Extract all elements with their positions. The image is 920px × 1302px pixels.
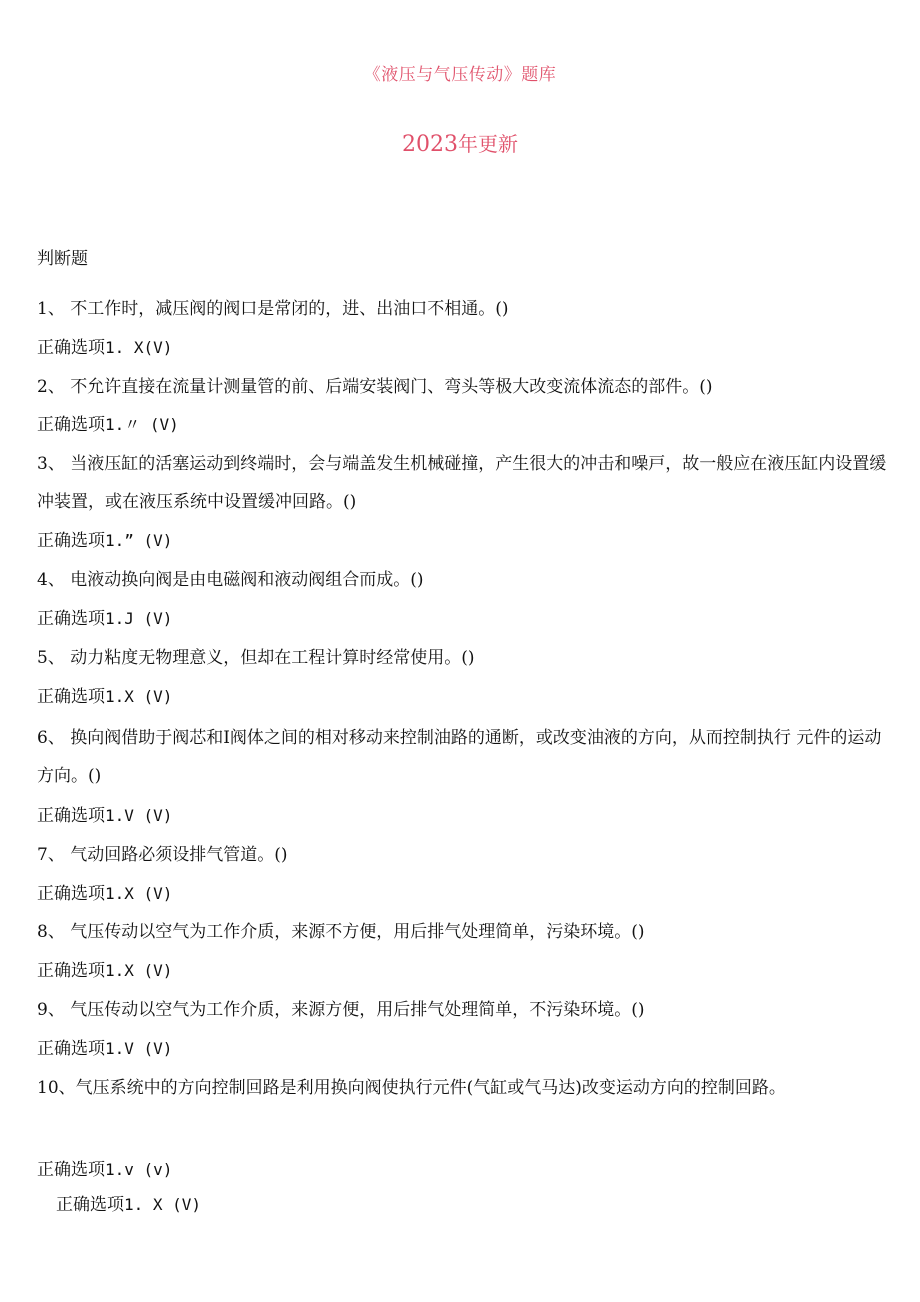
question-2: 2、 不允许直接在流量计测量管的前、后端安装阀门、弯头等极大改变流体流态的部件。()	[37, 377, 713, 397]
answer-value: 1.X (V)	[105, 884, 173, 903]
subtitle-year: 2023	[402, 132, 458, 157]
answer-value: 1.” (V)	[105, 531, 173, 550]
section-title: 判断题	[37, 249, 88, 269]
answer-label: 正确选项	[37, 609, 105, 629]
answer-8	[37, 959, 172, 983]
answer-6	[37, 804, 172, 828]
answer-value: 1.X (V)	[105, 961, 173, 980]
answer-label: 正确选项	[37, 1039, 105, 1059]
question-1: 1、 不工作时，减压阀的阀口是常闭的，进、出油口不相通。()	[37, 299, 509, 319]
document-subtitle	[0, 128, 920, 157]
answer-10	[37, 1158, 172, 1182]
extra-answer	[56, 1193, 201, 1217]
question-4: 4、 电液动换向阀是由电磁阀和液动阀组合而成。()	[37, 570, 424, 590]
question-5: 5、 动力粘度无物理意义，但却在工程计算时经常使用。()	[37, 648, 475, 668]
question-9: 9、 气压传动以空气为工作介质，来源方便，用后排气处理简单，不污染环境。()	[37, 1000, 645, 1020]
answer-value: 1.〃 (V)	[105, 415, 179, 434]
answer-value: 1.v (v)	[105, 1160, 173, 1179]
answer-label: 正确选项	[37, 687, 105, 707]
answer-value: 1.X (V)	[105, 687, 173, 706]
answer-value: 1. X(V)	[105, 338, 173, 357]
question-7: 7、 气动回路必须设排气管道。()	[37, 845, 288, 865]
answer-4	[37, 607, 172, 631]
answer-label: 正确选项	[37, 338, 105, 358]
answer-3	[37, 529, 172, 553]
answer-value: 1.J (V)	[105, 609, 173, 628]
question-6: 6、 换向阀借助于阀芯和I阀体之间的相对移动来控制油路的通断，或改变油液的方向，从而控制执行 元件的运动方向。()	[37, 728, 882, 786]
answer-label: 正确选项	[37, 1160, 105, 1180]
answer-label: 正确选项	[56, 1195, 124, 1215]
question-8: 8、 气压传动以空气为工作介质，来源不方便，用后排气处理简单，污染环境。()	[37, 922, 645, 942]
answer-label: 正确选项	[37, 961, 105, 981]
answer-7	[37, 882, 172, 906]
answer-value: 1. X (V)	[124, 1195, 202, 1214]
answer-2	[37, 413, 179, 437]
answer-label: 正确选项	[37, 806, 105, 826]
subtitle-text: 年更新	[458, 132, 518, 156]
answer-1	[37, 336, 172, 360]
answer-value: 1.V (V)	[105, 1039, 173, 1058]
answer-label: 正确选项	[37, 884, 105, 904]
question-10: 10、气压系统中的方向控制回路是利用换向阀使执行元件(气缸或气马达)改变运动方向的控制回路。	[37, 1078, 786, 1098]
question-3: 3、 当液压缸的活塞运动到终端时，会与端盖发生机械碰撞，产生很大的冲击和噪戸，故一般应在液压缸内设置缓冲装置，或在液压系统中设置缓冲回路。()	[37, 454, 887, 512]
answer-label: 正确选项	[37, 415, 105, 435]
document-title: 《液压与气压传动》题库	[363, 65, 557, 85]
answer-label: 正确选项	[37, 531, 105, 551]
answer-9	[37, 1037, 172, 1061]
answer-5	[37, 685, 172, 709]
answer-value: 1.V (V)	[105, 806, 173, 825]
